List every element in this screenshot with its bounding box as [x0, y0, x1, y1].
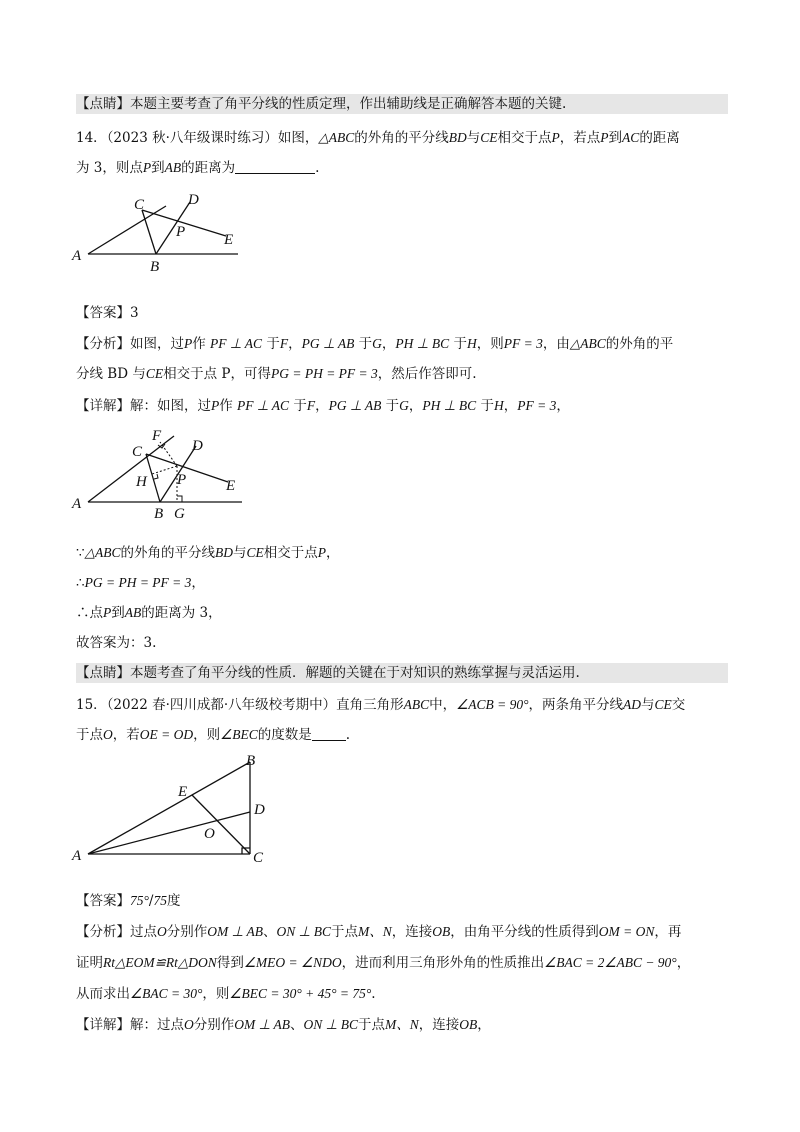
math-pf3: PF = 3 [503, 336, 543, 351]
math-ob: OB [459, 1017, 478, 1032]
text: ，由 [542, 336, 570, 352]
text: ， [556, 398, 570, 414]
text: ，则 [193, 727, 221, 743]
text: 直角三角形 [336, 697, 404, 713]
math-g: G [372, 336, 382, 351]
text: 从而求出 [76, 986, 130, 1002]
math-f: F [306, 398, 316, 413]
analysis-15-line-3 [76, 984, 728, 1004]
text: 过点 [130, 924, 157, 940]
step-14-3 [76, 603, 728, 623]
label-b: B [150, 259, 160, 275]
text: 证明 [76, 955, 103, 971]
text: 解：如图，过 [130, 398, 211, 414]
detail-tag: 【详解】 [76, 1017, 130, 1033]
text: 的外角的平 [605, 336, 674, 352]
text: 交 [671, 697, 686, 713]
math-ph: PH ⊥ BC [395, 336, 450, 351]
label-e: E [224, 232, 234, 248]
stem-text: ，若点 [559, 130, 601, 146]
stem-text: 的外角的平分线 [354, 130, 449, 146]
text: 如图，过 [130, 336, 184, 352]
tips-tag: 【点睛】 [76, 665, 130, 681]
text: ，则 [202, 986, 230, 1002]
math-pf: PF ⊥ AC [210, 336, 263, 351]
text: 于 [453, 336, 467, 352]
math-bec: ∠BEC = 30° + 45° = 75° [229, 986, 372, 1001]
text: ， [315, 398, 329, 414]
label-b: B [154, 506, 164, 522]
stem-text: . [315, 160, 320, 176]
label-c: C [253, 850, 264, 866]
label-p: P [177, 472, 187, 488]
math-pg: PG ⊥ AB [301, 336, 355, 351]
question-15-line-1 [76, 695, 728, 715]
line-ad [88, 812, 250, 854]
math-ab: AB [124, 605, 142, 620]
text: 分别作 [193, 1017, 235, 1033]
math-p: P [317, 545, 326, 560]
text: 、 [263, 924, 277, 940]
math-f: F [279, 336, 289, 351]
text: . [371, 986, 376, 1002]
math-rt: Rt△EOM≌Rt△DON [103, 955, 217, 970]
text: ，两条角平分线 [528, 697, 624, 713]
tips-text: 本题主要考查了角平分线的性质定理，作出辅助线是正确解答本题的关键. [130, 96, 567, 112]
math-ad: AD [623, 697, 642, 712]
question-14-line-1 [76, 128, 728, 148]
tips-tag: 【点睛】 [76, 96, 130, 112]
text: 到 [111, 605, 125, 621]
tips-line-1 [76, 94, 728, 114]
tips-text: 本题考查了角平分线的性质．解题的关键在于对知识的熟练掌握与灵活运用. [130, 665, 580, 681]
analysis-tag: 【分析】 [76, 336, 130, 352]
stem-text: 如图， [277, 130, 319, 146]
label-f: F [152, 428, 162, 444]
math-bd: BD [214, 545, 233, 560]
line-ab [88, 762, 250, 854]
text: ， [326, 545, 340, 561]
math-ce: CE [246, 545, 264, 560]
text: 于点 [76, 727, 103, 743]
line-ac [88, 436, 174, 502]
text: 解：过点 [130, 1017, 184, 1033]
math-p: P [103, 605, 112, 620]
math-ob: OB [432, 924, 451, 939]
math-pf3: PF = 3 [517, 398, 557, 413]
answer-value: 75 [153, 893, 167, 908]
label-b: B [246, 753, 256, 769]
question-14-line-2 [76, 158, 728, 178]
step-14-1 [76, 543, 728, 563]
text: ， [408, 398, 423, 414]
stem-text: 的距离 [639, 130, 680, 146]
math-o: O [103, 727, 113, 742]
text: 于 [358, 336, 373, 352]
answer-tag: 【答案】 [76, 893, 130, 909]
text: ， [381, 336, 396, 352]
text: 于 [266, 336, 280, 352]
math-ce: CE [654, 697, 672, 712]
math-bec: ∠BEC [220, 727, 258, 742]
text: / [148, 893, 154, 909]
math-p: P [184, 336, 193, 351]
math-eq: PG = PH = PF = 3 [84, 575, 192, 590]
text: 得到 [216, 955, 244, 971]
text: 的度数是 [257, 727, 312, 743]
text: ，再 [654, 924, 682, 940]
label-d: D [254, 802, 265, 818]
math-on: ON ⊥ BC [303, 1017, 359, 1032]
detail-tag: 【详解】 [76, 398, 130, 414]
detail-14 [76, 396, 728, 416]
label-o: O [204, 826, 215, 842]
text: ∵ [76, 545, 85, 561]
question-number: 14． [76, 130, 107, 146]
label-d: D [188, 192, 199, 208]
stem-text: 的距离为 [181, 160, 236, 176]
math-bd: BD [448, 130, 467, 145]
math-ac: AC [622, 130, 640, 145]
answer-tag: 【答案】 [76, 305, 130, 321]
text: 相交于点 [263, 545, 318, 561]
analysis-14-line-1 [76, 334, 728, 354]
text: ，由角平分线的性质得到 [450, 924, 599, 940]
math-h: H [493, 398, 504, 413]
math-g: G [399, 398, 409, 413]
stem-text: 为 3，则点 [76, 160, 143, 176]
label-h: H [136, 474, 147, 490]
text: 、 [290, 1017, 304, 1033]
analysis-15-line-1 [76, 922, 728, 942]
tips-line-2 [76, 663, 728, 683]
label-d: D [192, 438, 203, 454]
math-h: H [466, 336, 477, 351]
math-tri: △ABC [84, 545, 121, 560]
math-bac30: ∠BAC = 30° [130, 986, 203, 1001]
perp-ph [152, 466, 177, 474]
text: ，连接 [418, 1017, 460, 1033]
perp-pf [160, 442, 177, 466]
answer-14 [76, 303, 728, 323]
text: ， [676, 955, 691, 971]
math-p: P [142, 160, 152, 175]
math-pf: PF ⊥ AC [237, 398, 290, 413]
text: ， [477, 1017, 491, 1033]
math-om: OM ⊥ AB [207, 924, 264, 939]
text: ，则 [476, 336, 504, 352]
math-tri: △ABC [318, 130, 355, 145]
question-number: 15． [76, 697, 107, 713]
label-c: C [134, 197, 145, 213]
text: 作 [219, 398, 233, 414]
text: 于点 [331, 924, 359, 940]
math-angle: ∠ACB = 90° [456, 697, 529, 712]
math-eq: PG = PH = PF = 3 [270, 366, 378, 381]
step-14-2 [76, 573, 728, 593]
text: ，然后作答即可. [377, 366, 477, 382]
text: 与 [232, 545, 247, 561]
text: ∴点 [76, 605, 103, 621]
text: 作 [192, 336, 206, 352]
question-15-line-2 [76, 725, 728, 745]
answer-blank[interactable] [312, 726, 346, 741]
text: 于 [480, 398, 494, 414]
label-c: C [132, 444, 143, 460]
math-oe: OE = OD [139, 727, 194, 742]
label-a: A [72, 248, 82, 264]
math-tri: △ABC [569, 336, 606, 351]
math-abc: ABC [403, 697, 430, 712]
answer-value: 3 [130, 305, 139, 321]
text: 故答案为：3. [76, 635, 157, 651]
answer-15 [76, 891, 728, 911]
text: ，连接 [391, 924, 433, 940]
text: ∴ [76, 575, 85, 591]
math-mn: M、N [358, 924, 392, 939]
text: 于 [293, 398, 307, 414]
label-e: E [178, 784, 188, 800]
math-p: P [211, 398, 220, 413]
math-angle: ∠MEO = ∠NDO [243, 955, 342, 970]
label-a: A [72, 496, 82, 512]
text: 度 [166, 893, 181, 909]
answer-value: 75° [130, 893, 149, 908]
text: 的距离为 3， [141, 605, 222, 621]
label-e: E [226, 478, 236, 494]
analysis-tag: 【分析】 [76, 924, 130, 940]
text: 相交于点 P，可得 [163, 366, 271, 382]
stem-text: 到 [151, 160, 165, 176]
stem-text: 到 [608, 130, 623, 146]
text: ，若 [112, 727, 140, 743]
text: 中， [429, 697, 457, 713]
text: ， [288, 336, 302, 352]
math-o: O [157, 924, 167, 939]
text: 分线 BD 与 [76, 366, 146, 382]
math-bac: ∠BAC = 2∠ABC − 90° [544, 955, 677, 970]
stem-text: 与 [466, 130, 481, 146]
math-mn: M、N [385, 1017, 419, 1032]
stem-text: 相交于点 [497, 130, 552, 146]
text: 于 [385, 398, 400, 414]
right-angle-g [177, 496, 182, 502]
text: ， [191, 575, 205, 591]
math-o: O [184, 1017, 194, 1032]
math-p: P [600, 130, 609, 145]
math-ph: PH ⊥ BC [422, 398, 477, 413]
text: 分别作 [166, 924, 208, 940]
math-om: OM ⊥ AB [234, 1017, 291, 1032]
math-ce: CE [480, 130, 498, 145]
figure-14 [70, 188, 250, 278]
math-pg: PG ⊥ AB [328, 398, 382, 413]
math-ce: CE [145, 366, 164, 381]
right-angle-h [154, 474, 158, 479]
question-source: （2023 秋·八年级课时练习） [106, 130, 278, 146]
text: 于点 [358, 1017, 386, 1033]
analysis-15-line-2 [76, 953, 728, 973]
text: . [345, 727, 351, 743]
analysis-14-line-2 [76, 364, 728, 384]
label-p: P [176, 224, 186, 240]
figure-15 [70, 752, 280, 872]
answer-blank[interactable] [235, 159, 315, 174]
label-g: G [174, 506, 185, 522]
question-source: （2022 春·四川成都·八年级校考期中） [106, 697, 337, 713]
math-omon: OM = ON [598, 924, 655, 939]
step-14-4 [76, 633, 728, 653]
detail-15 [76, 1015, 728, 1035]
label-a: A [72, 848, 82, 864]
text: 与 [641, 697, 655, 713]
text: ， [503, 398, 518, 414]
text: ，进而利用三角形外角的性质推出 [341, 955, 545, 971]
text: 的外角的平分线 [120, 545, 215, 561]
math-ab: AB [164, 160, 182, 175]
math-p: P [551, 130, 560, 145]
math-on: ON ⊥ BC [276, 924, 332, 939]
figure-14-detail [70, 424, 260, 524]
